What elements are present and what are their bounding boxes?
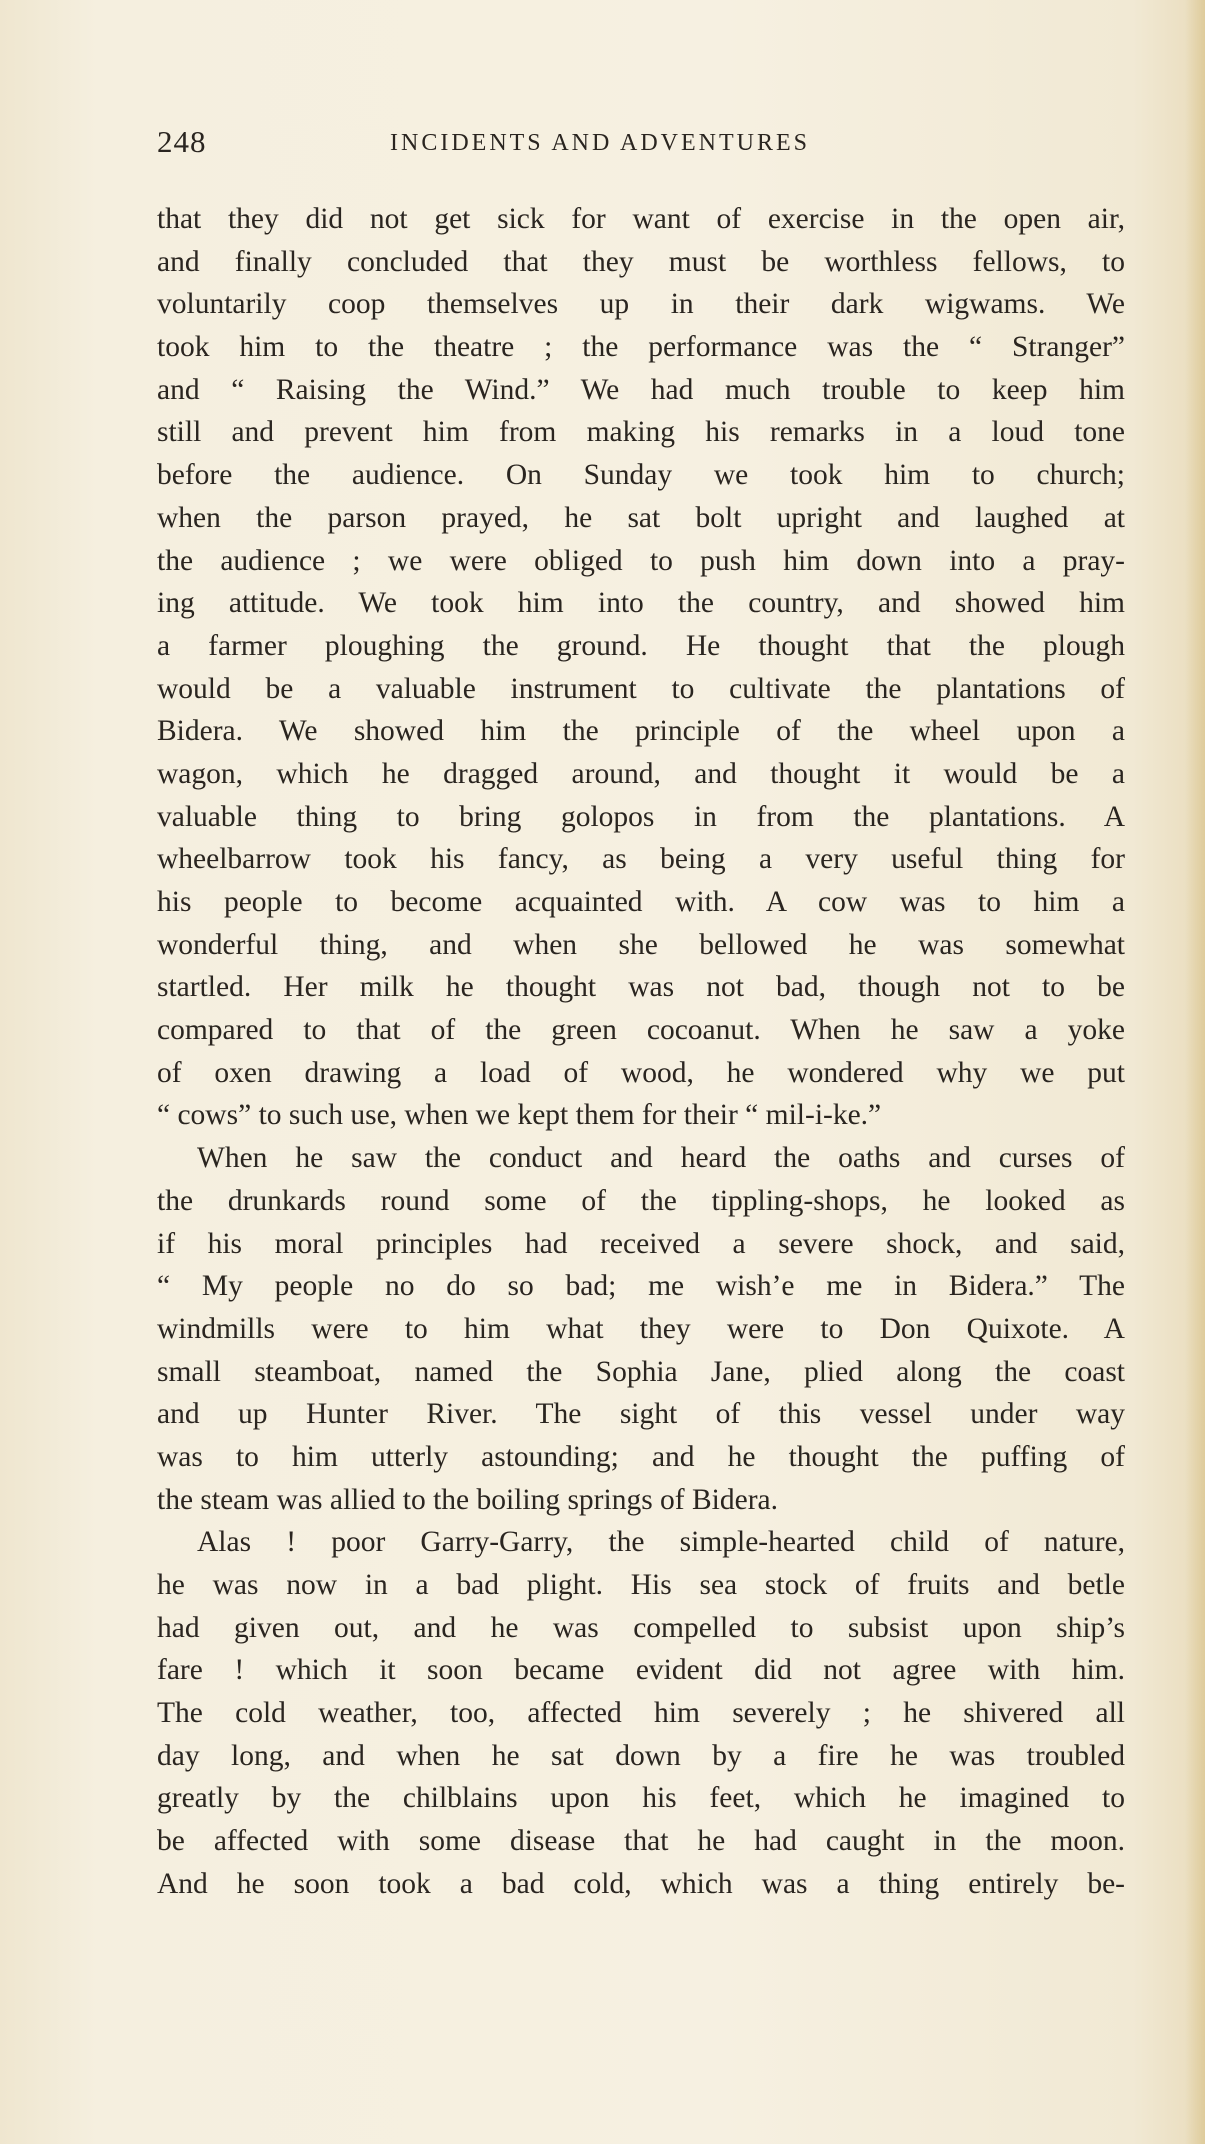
page-edge-shading bbox=[1185, 0, 1205, 2144]
text-line: Bidera. We showed him the principle of the wheel upon a bbox=[157, 715, 1125, 748]
text-line: wheelbarrow took his fancy, as being a very useful thing for bbox=[157, 843, 1125, 876]
text-line: when the parson prayed, he sat bolt upright and laughed at bbox=[157, 501, 1125, 534]
text-line: wagon, which he dragged around, and thought it would be a bbox=[157, 757, 1125, 790]
text-line: “ My people no do so bad; me wish’e me in Bidera.” The bbox=[157, 1270, 1125, 1303]
text-line: and “ Raising the Wind.” We had much trouble to keep him bbox=[157, 373, 1125, 406]
body-text bbox=[157, 198, 1125, 1906]
text-line: of oxen drawing a load of wood, he wondered why we put bbox=[157, 1056, 1125, 1089]
text-line: Alas ! poor Garry-Garry, the simple-hearted child of nature, bbox=[197, 1526, 1125, 1559]
text-line: voluntarily coop themselves up in their dark wigwams. We bbox=[157, 288, 1125, 321]
text-line: the drunkards round some of the tippling-shops, he looked as bbox=[157, 1184, 1125, 1217]
text-line: valuable thing to bring golopos in from the plantations. A bbox=[157, 800, 1125, 833]
text-line: he was now in a bad plight. His sea stock of fruits and betle bbox=[157, 1569, 1125, 1601]
text-line: and up Hunter River. The sight of this vessel under way bbox=[157, 1398, 1125, 1431]
text-line: compared to that of the green cocoanut. When he saw a yoke bbox=[157, 1014, 1125, 1047]
text-line: And he soon took a bad cold, which was a thing entirely be- bbox=[157, 1867, 1125, 1900]
text-line: When he saw the conduct and heard the oaths and curses of bbox=[197, 1142, 1125, 1175]
text-line: fare ! which it soon became evident did not agree with him. bbox=[157, 1654, 1125, 1687]
text-line: ing attitude. We took him into the country, and showed him bbox=[157, 587, 1125, 620]
text-line: windmills were to him what they were to Don Quixote. A bbox=[157, 1312, 1125, 1345]
text-line: still and prevent him from making his remarks in a loud tone bbox=[157, 416, 1125, 449]
running-head: INCIDENTS AND ADVENTURES bbox=[390, 130, 810, 156]
text-line: be affected with some disease that he had caught in the moon. bbox=[157, 1825, 1125, 1858]
text-line: startled. Her milk he thought was not bad, though not to be bbox=[157, 971, 1125, 1004]
text-line: would be a valuable instrument to cultivate the plantations of bbox=[157, 672, 1125, 705]
text-line: took him to the theatre ; the performance was the “ Stranger” bbox=[157, 331, 1125, 364]
page-header bbox=[157, 124, 1097, 174]
text-line: day long, and when he sat down by a fire he was troubled bbox=[157, 1739, 1125, 1772]
text-line: if his moral principles had received a severe shock, and said, bbox=[157, 1227, 1125, 1260]
text-line: wonderful thing, and when she bellowed he was somewhat bbox=[157, 928, 1125, 961]
text-line: before the audience. On Sunday we took him to church; bbox=[157, 459, 1125, 492]
text-line: The cold weather, too, affected him severely ; he shivered all bbox=[157, 1697, 1125, 1730]
text-line: greatly by the chilblains upon his feet, which he imagined to bbox=[157, 1782, 1125, 1815]
text-line: the audience ; we were obliged to push him down into a pray- bbox=[157, 544, 1125, 577]
text-line: a farmer ploughing the ground. He thought that the plough bbox=[157, 629, 1125, 662]
text-line: the steam was allied to the boiling springs of Bidera. bbox=[157, 1483, 779, 1516]
text-line: had given out, and he was compelled to subsist upon ship’s bbox=[157, 1611, 1125, 1644]
text-line: his people to become acquainted with. A cow was to him a bbox=[157, 886, 1125, 918]
text-line: that they did not get sick for want of exercise in the open air, bbox=[157, 203, 1125, 235]
text-line: “ cows” to such use, when we kept them for their “ mil-i-ke.” bbox=[157, 1099, 882, 1132]
text-line: was to him utterly astounding; and he thought the puffing of bbox=[157, 1440, 1125, 1473]
text-line: and finally concluded that they must be worthless fellows, to bbox=[157, 245, 1125, 278]
text-line: small steamboat, named the Sophia Jane, plied along the coast bbox=[157, 1355, 1125, 1388]
page-number: 248 bbox=[157, 124, 207, 159]
